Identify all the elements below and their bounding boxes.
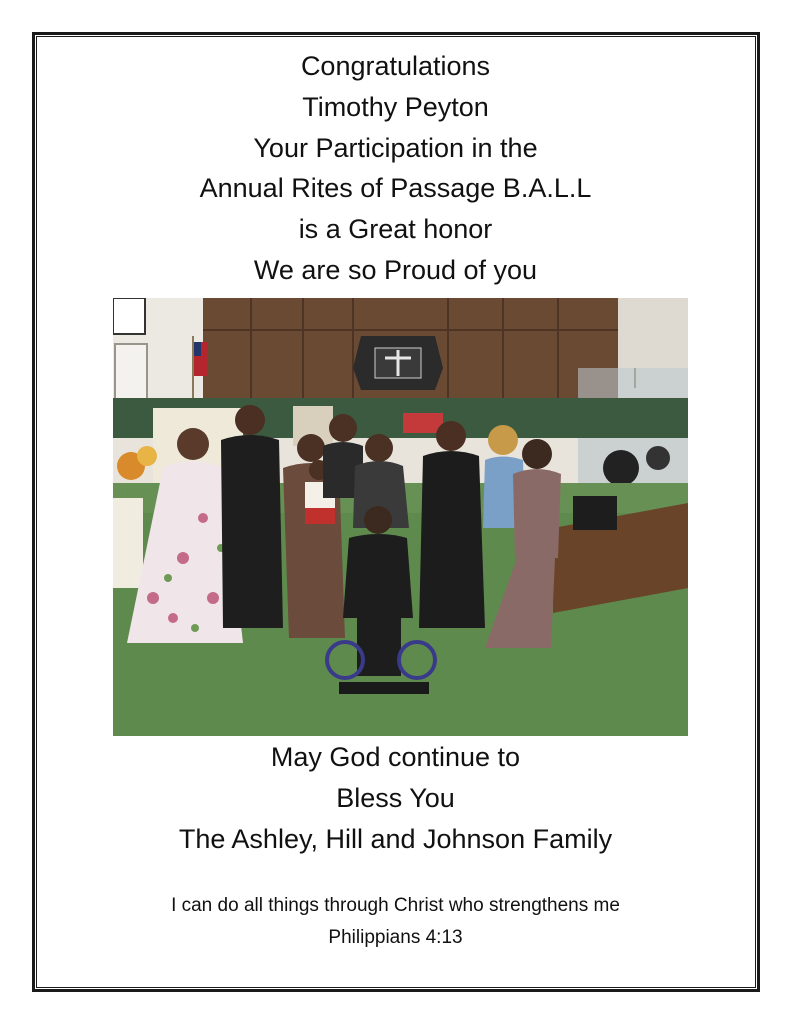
- verse-reference: Philippians 4:13: [328, 927, 463, 948]
- honoree-name: Timothy Peyton: [302, 92, 489, 122]
- participation-line: Your Participation in the: [253, 133, 538, 163]
- honor-line: is a Great honor: [298, 214, 493, 244]
- blessing-line-1: May God continue to: [270, 742, 521, 772]
- proud-line: We are so Proud of you: [253, 255, 538, 285]
- verse-text: I can do all things through Christ who strengthens me: [171, 895, 620, 916]
- family-signature: The Ashley, Hill and Johnson Family: [178, 824, 613, 854]
- heading-congratulations: Congratulations: [300, 51, 491, 81]
- family-group-photo: [113, 298, 688, 736]
- blessing-line-2: Bless You: [336, 783, 455, 813]
- event-name: Annual Rites of Passage B.A.L.L: [199, 173, 592, 203]
